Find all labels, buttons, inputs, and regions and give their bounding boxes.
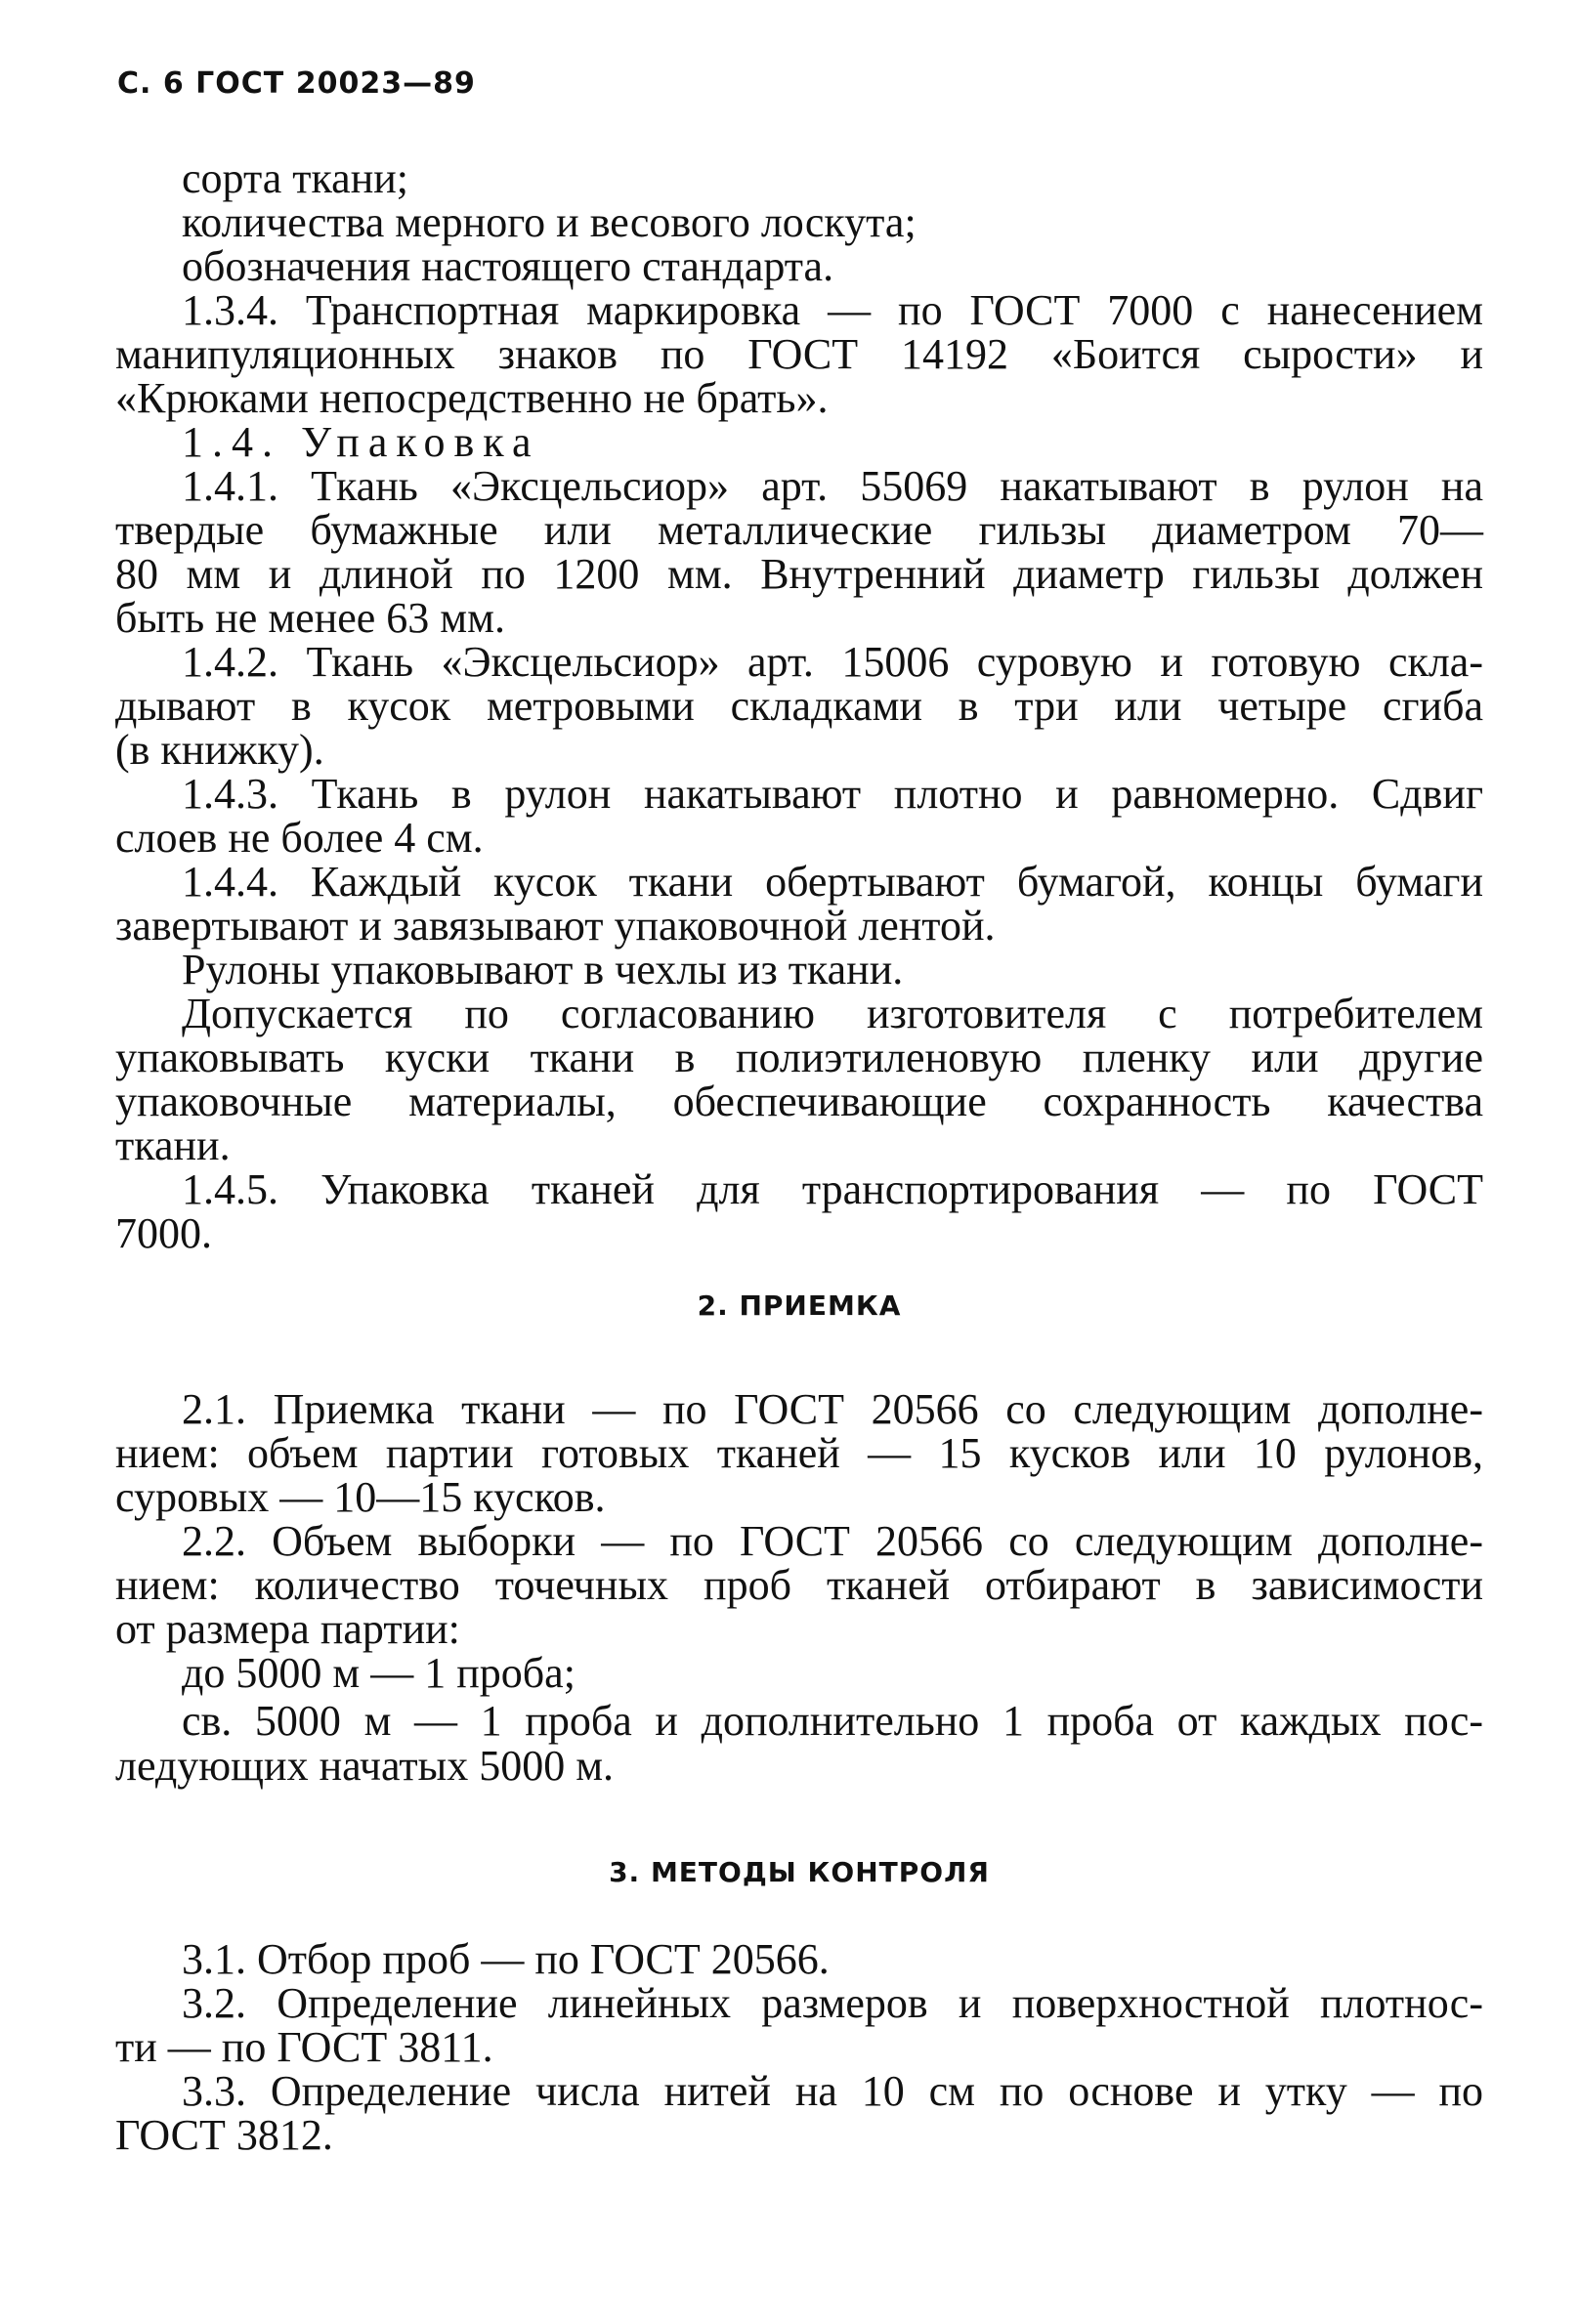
text-line: слоев не более 4 см.: [115, 814, 484, 862]
text-line: упаковывать куски ткани в полиэтиленовую пленку или другие: [115, 1034, 1483, 1081]
text-line: Рулоны упаковывают в чехлы из ткани.: [182, 946, 904, 993]
text-line: 7000.: [115, 1209, 212, 1257]
text-line: 1.4.5. Упаковка тканей для транспортирования — по ГОСТ: [182, 1165, 1483, 1213]
text-line: 1.3.4. Транспортная маркировка — по ГОСТ 7000 с нанесением: [182, 286, 1483, 334]
text-line: 3.3. Определение числа нитей на 10 см по основе и утку — по: [182, 2067, 1483, 2115]
text-line: ледующих начатых 5000 м.: [115, 1742, 615, 1790]
text-line: завертывают и завязывают упаковочной лентой.: [115, 902, 996, 950]
text-line: дывают в кусок метровыми складками в три или четыре сгиба: [115, 682, 1483, 730]
section-heading: 2. ПРИЕМКА: [697, 1289, 902, 1322]
text-line: сорта ткани;: [182, 154, 409, 202]
text-line: твердые бумажные или металлические гильзы диаметром 70—: [115, 506, 1483, 554]
text-line: количества мерного и весового лоскута;: [182, 198, 917, 246]
text-line: ти — по ГОСТ 3811.: [115, 2023, 493, 2071]
text-line: 2.2. Объем выборки — по ГОСТ 20566 со следующим дополне-: [182, 1517, 1483, 1565]
text-line: нием: количество точечных проб тканей отбирают в зависимости: [115, 1561, 1483, 1609]
text-line: ГОСТ 3812.: [115, 2111, 333, 2159]
running-head: С. 6 ГОСТ 20023—89: [117, 66, 476, 101]
text-line: от размера партии:: [115, 1605, 460, 1653]
text-line: 1.4.1. Ткань «Эксцельсиор» арт. 55069 накатывают в рулон на: [182, 462, 1483, 510]
text-line: 1.4.3. Ткань в рулон накатывают плотно и равномерно. Сдвиг: [182, 770, 1483, 818]
text-line: ткани.: [115, 1121, 231, 1169]
text-line: 1.4.4. Каждый кусок ткани обертывают бумагой, концы бумаги: [182, 858, 1483, 906]
text-line: 80 мм и длиной по 1200 мм. Внутренний диаметр гильзы должен: [115, 550, 1483, 598]
text-line: 3.1. Отбор проб — по ГОСТ 20566.: [182, 1935, 830, 1983]
text-line: Допускается по согласованию изготовителя с потребителем: [182, 990, 1483, 1037]
text-line: обозначения настоящего стандарта.: [182, 242, 834, 290]
text-line: 2.1. Приемка ткани — по ГОСТ 20566 со следующим дополне-: [182, 1385, 1483, 1433]
text-line: до 5000 м — 1 проба;: [182, 1649, 576, 1697]
section-heading: 3. МЕТОДЫ КОНТРОЛЯ: [609, 1856, 990, 1888]
text-line: манипуляционных знаков по ГОСТ 14192 «Боится сырости» и: [115, 330, 1483, 378]
subsection-title: 1.4. Упаковка: [182, 418, 540, 466]
text-line: 3.2. Определение линейных размеров и поверхностной плотнос-: [182, 1979, 1483, 2027]
text-line: 1.4.2. Ткань «Эксцельсиор» арт. 15006 суровую и готовую скла-: [182, 638, 1483, 686]
text-line: упаковочные материалы, обеспечивающие сохранность качества: [115, 1077, 1483, 1125]
text-line: быть не менее 63 мм.: [115, 594, 505, 642]
text-line: нием: объем партии готовых тканей — 15 кусков или 10 рулонов,: [115, 1429, 1483, 1477]
text-line: св. 5000 м — 1 проба и дополнительно 1 проба от каждых пос-: [182, 1697, 1483, 1745]
text-line: суровых — 10—15 кусков.: [115, 1473, 606, 1521]
text-line: «Крюками непосредственно не брать».: [115, 374, 829, 422]
text-line: (в книжку).: [115, 726, 324, 774]
